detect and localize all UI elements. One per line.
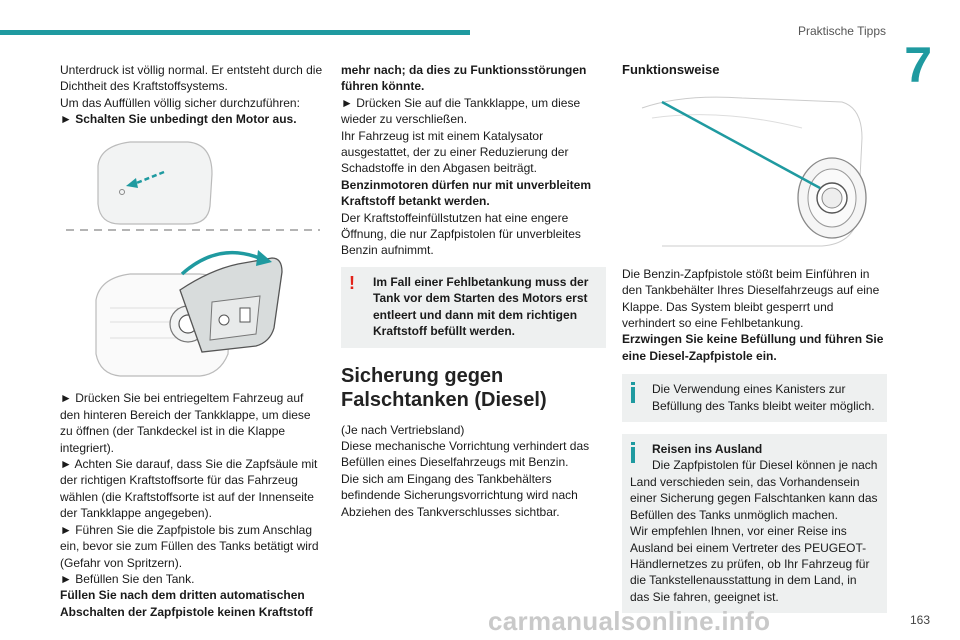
fuel-flap-press-illustration — [60, 134, 325, 236]
column-3 — [622, 62, 887, 613]
do-not-force-text: Erzwingen Sie keine Befüllung und führen Sie eine Diesel-Zapfpistole ein. — [622, 332, 884, 363]
column-2 — [341, 62, 606, 520]
step-open-flap: ► Drücken Sie bei entriegeltem Fahrzeug auf den hinteren Bereich der Tankklappe, um diese zu öffnen (der Tankdeckel ist in die Klappe integriert). — [60, 391, 311, 455]
page-number: 163 — [909, 613, 930, 627]
jerrycan-info-text: Die Verwendung eines Kanisters zur Befüllung des Tanks bleibt weiter möglich. — [652, 382, 875, 413]
travel-abroad-recommendation: Wir empfehlen Ihnen, vor einer Reise ins Ausland bei einem Vertreter des PEUGEOT-Händlernetzes zu prüfen, ob Ihr Fahrzeug für die Tankstellenausstattung in dem Land, in das Sie fahren, geeignet ist. — [630, 524, 870, 604]
intro-paragraph-1: Unterdruck ist völlig normal. Er entsteht durch die Dichtheit des Kraftstoffsystems. — [60, 63, 323, 94]
device-description: Diese mechanische Vorrichtung verhindert das Befüllen eines Dieselfahrzeugs mit Benzin. — [341, 438, 590, 470]
intro-paragraph-2: Um das Auffüllen völlig sicher durchzuführen: — [60, 95, 300, 110]
step-close-flap: ► Drücken Sie auf die Tankklappe, um diese wieder zu verschließen. — [341, 95, 581, 127]
travel-abroad-info-box — [622, 434, 887, 613]
step-insert-nozzle: ► Führen Sie die Zapfpistole bis zum Anschlag ein, bevor sie zum Füllen des Tanks betätigt wird (Gefahr von Spritzern). — [60, 522, 319, 570]
step-engine-off: ► Schalten Sie unbedingt den Motor aus. — [60, 112, 297, 127]
functioning-heading: Funktionsweise — [622, 62, 720, 77]
chapter-number: 7 — [904, 37, 932, 93]
misfuel-warning-text: Im Fall einer Fehlbetankung muss der Tank vor dem Starten des Motors erst entleert und dann mit dem richtigen Kraftstoff befüllt werden. — [373, 274, 589, 339]
catalyst-text: Ihr Fahrzeug ist mit einem Katalysator ausgestattet, der zu einer Reduzierung der Schadstoffe in den Abgasen beiträgt. — [341, 128, 569, 176]
country-note: (Je nach Vertriebsland) — [341, 422, 465, 437]
header-accent-bar — [0, 30, 470, 35]
column-1 — [60, 62, 325, 620]
exclamation-icon: ! — [349, 272, 355, 293]
misfuel-warning-box — [341, 267, 606, 348]
fuel-flap-open-illustration — [60, 242, 325, 380]
misfuel-device-illustration — [622, 88, 887, 253]
section-title: Praktische Tipps — [797, 24, 886, 38]
unleaded-only-text: Benzinmotoren dürfen nur mit unverbleitem Kraftstoff betankt werden. — [341, 177, 592, 209]
device-location: Die sich am Eingang des Tankbehälters befindende Sicherungsvorrichtung wird nach Abziehen des Tankverschlusses sichtbar. — [341, 471, 578, 519]
info-icon — [631, 382, 635, 403]
travel-abroad-title: Reisen ins Ausland — [652, 442, 763, 457]
travel-abroad-text: Land verschieden sein, das Vorhandensein einer Sicherung gegen Falschtanken kann das Befüllen des Tanks unmöglich machen. — [630, 474, 878, 522]
watermark: carmanualsonline.info — [488, 606, 771, 636]
bold-warning-continued: Füllen Sie nach dem dritten automatischen Abschalten der Zapfpistole keinen Kraftstoff — [60, 588, 313, 619]
misfuel-heading: Sicherung gegen Falschtanken (Diesel) — [341, 364, 547, 411]
info-icon — [631, 442, 635, 463]
step-fill-tank: ► Befüllen Sie den Tank. — [60, 571, 195, 586]
filler-neck-text: Der Kraftstoffeinfüllstutzen hat eine engere Öffnung, die nur Zapfpistolen für unverbleites Benzin aufnimmt. — [341, 210, 581, 258]
step-select-fuel: ► Achten Sie darauf, dass Sie die Zapfsäule mit der richtigen Kraftstoffsorte für das Fahrzeug wählen (die Kraftstoffsorte ist auf der Innenseite der Tankklappe angegeben). — [60, 457, 318, 521]
bold-warning-end: mehr nach; da dies zu Funktionsstörungen führen könnte. — [341, 63, 587, 94]
travel-abroad-text-first-line: Die Zapfpistolen für Diesel können je nach — [652, 458, 878, 473]
functioning-text: Die Benzin-Zapfpistole stößt beim Einführen in den Tankbehälter Ihres Dieselfahrzeugs auf eine Klappe. Das System bleibt gesperrt und verhindert so eine Fehlbetankung. — [622, 266, 880, 331]
jerrycan-info-box — [622, 374, 887, 422]
